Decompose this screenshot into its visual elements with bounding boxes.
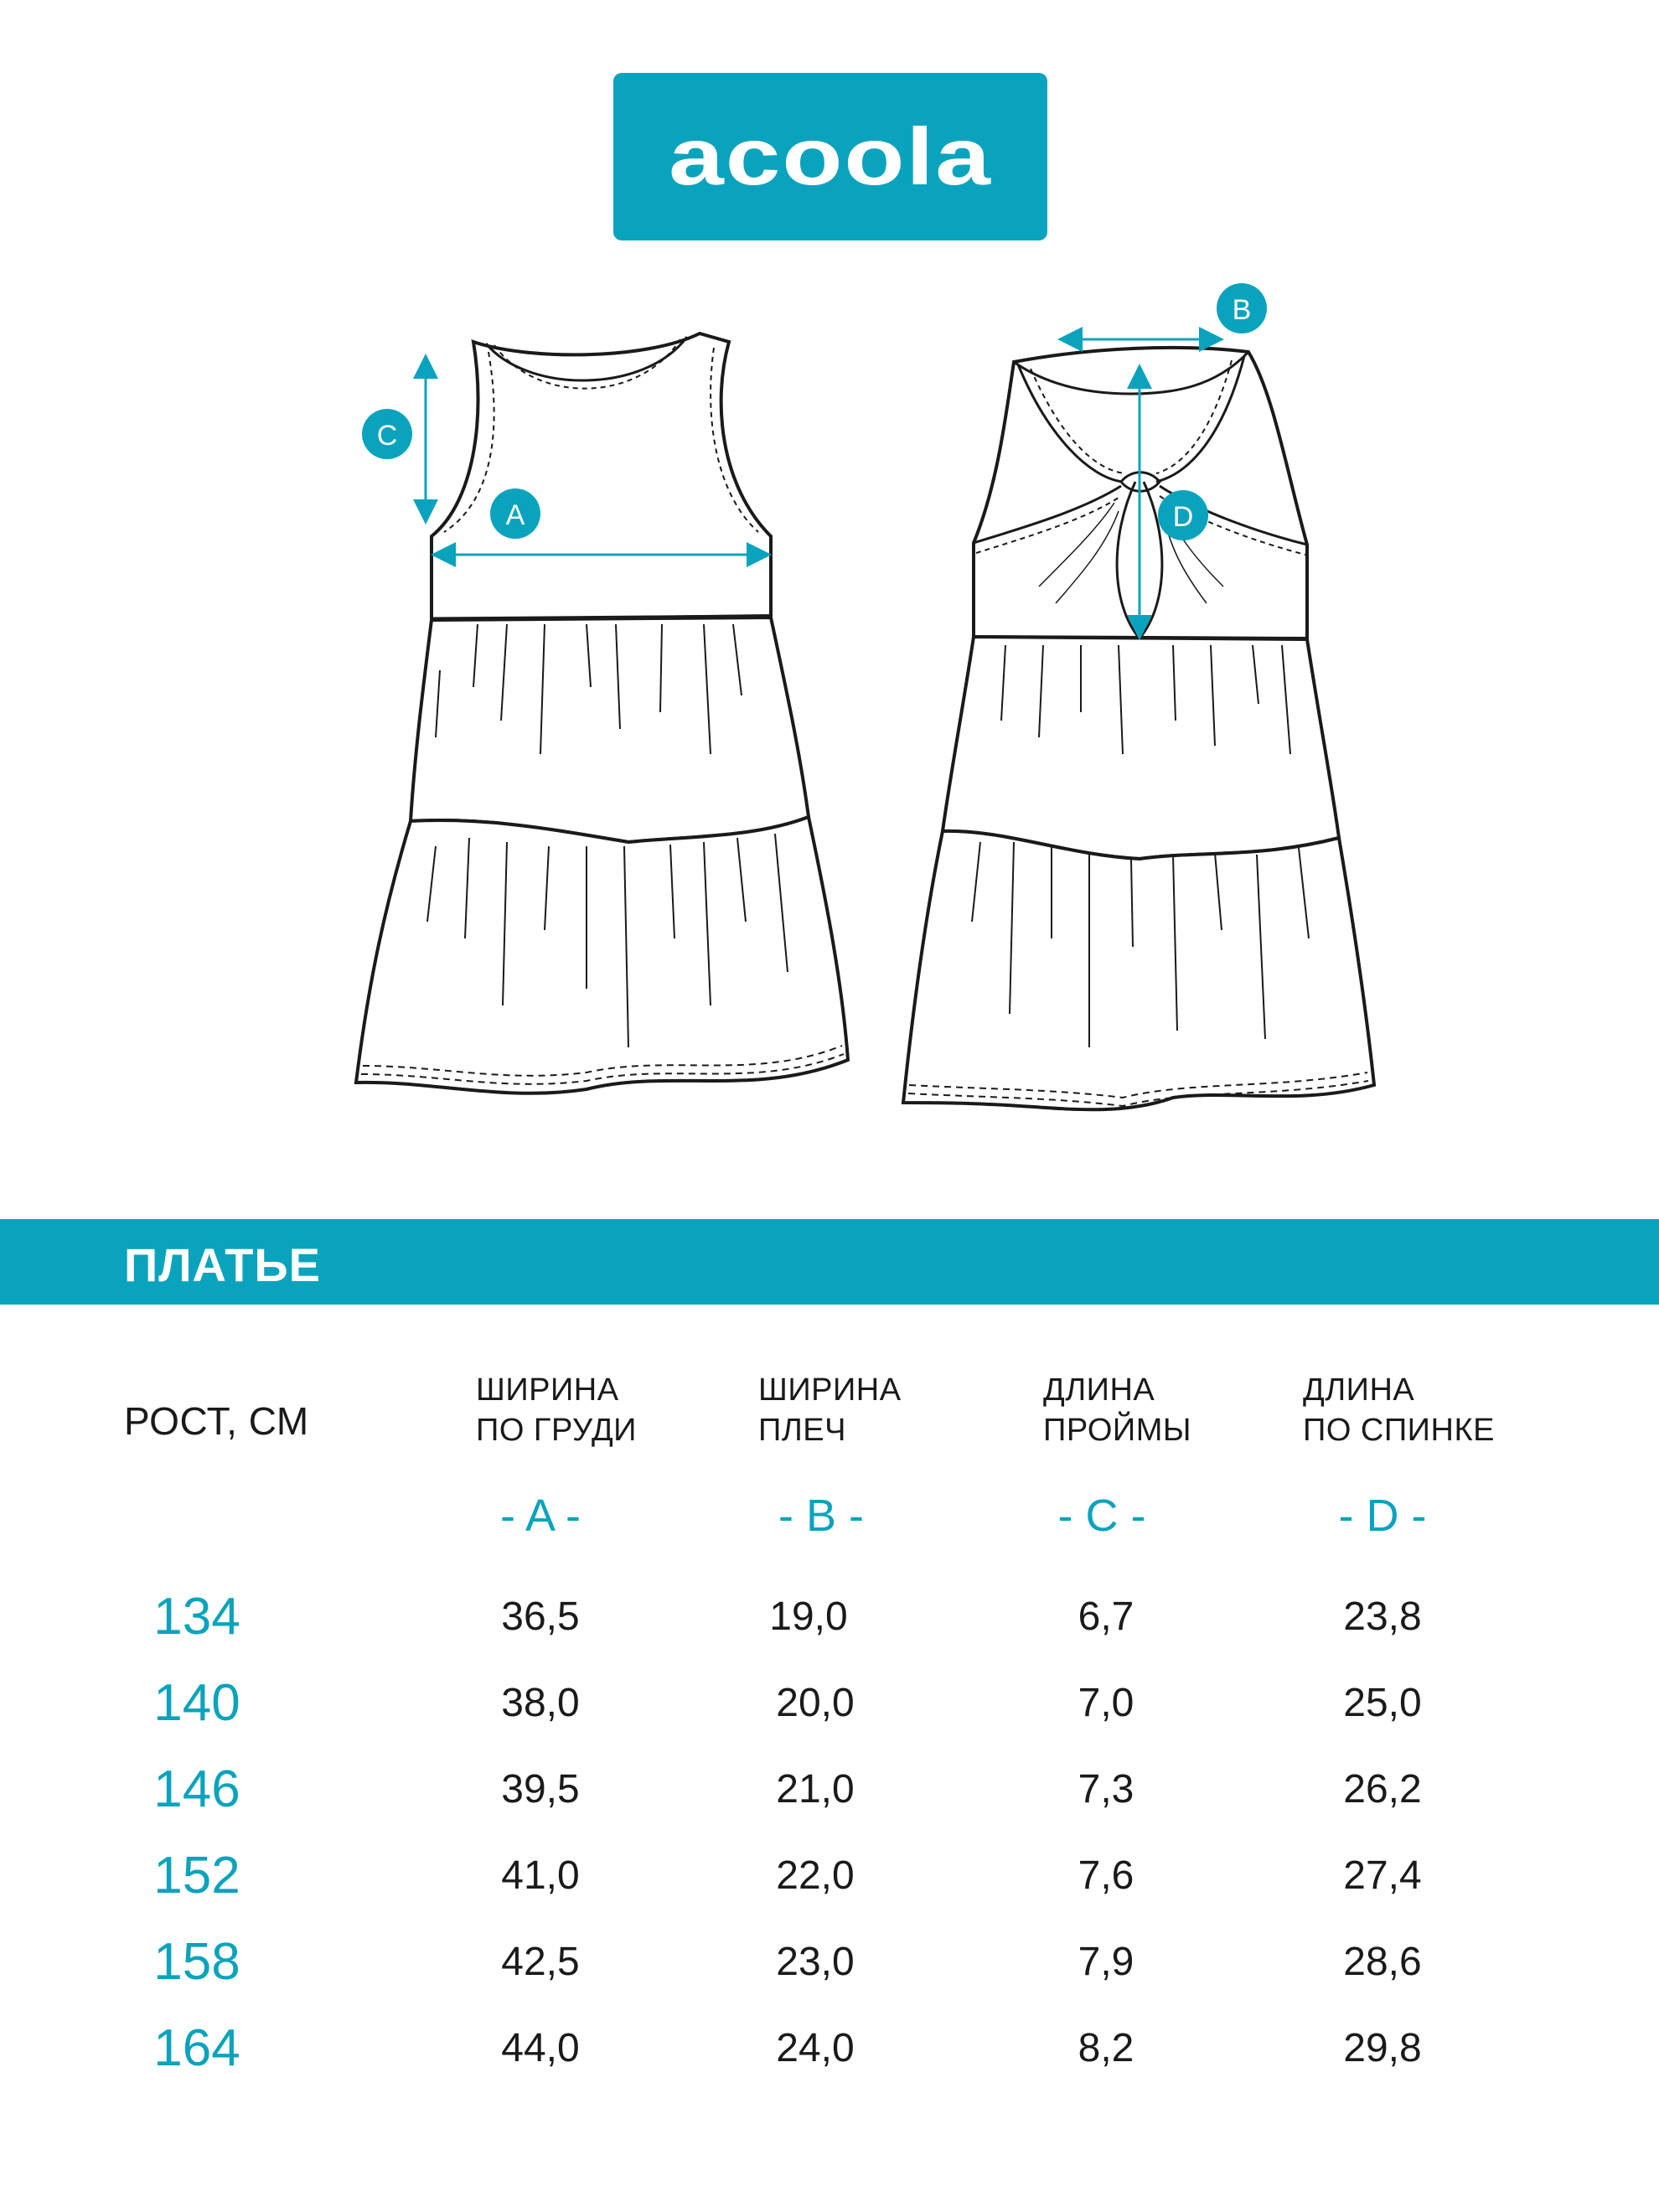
product-title: ПЛАТЬЕ [124, 1238, 322, 1291]
height-value: 158 [153, 1933, 240, 1991]
height-value: 152 [153, 1847, 240, 1904]
column-letter-b: - B - [778, 1491, 864, 1541]
product-title-banner [0, 1219, 1659, 1305]
chest-width-value: 36,5 [501, 1594, 580, 1639]
back-length-value: 23,8 [1343, 1594, 1422, 1639]
column-header-d-line2: ПО СПИНКЕ [1303, 1413, 1495, 1448]
marker-c-badge [362, 409, 412, 459]
back-length-value: 29,8 [1343, 2026, 1422, 2070]
armhole-length-value: 7,9 [1078, 1940, 1134, 1984]
marker-a-badge [490, 488, 540, 539]
armhole-length-value: 7,6 [1078, 1853, 1134, 1898]
column-letter-a: - A - [499, 1491, 581, 1541]
armhole-length-value: 6,7 [1078, 1594, 1134, 1639]
table-row [0, 1662, 1659, 1745]
table-row [0, 1920, 1659, 2004]
column-header-c [1043, 1370, 1295, 1450]
back-length-value: 28,6 [1343, 1940, 1422, 1984]
column-header-c-line2: ПРОЙМЫ [1043, 1413, 1191, 1448]
marker-a-label: A [505, 499, 525, 531]
table-row [0, 1834, 1659, 1918]
column-letter-c: - C - [1057, 1491, 1146, 1541]
armhole-length-value: 7,0 [1078, 1681, 1134, 1725]
column-header-a [476, 1370, 727, 1450]
column-header-d [1303, 1370, 1554, 1450]
table-row [0, 1575, 1659, 1659]
shoulder-width-value: 23,0 [776, 1940, 855, 1984]
marker-d-label: D [1172, 501, 1194, 533]
shoulder-width-value: 21,0 [776, 1767, 855, 1811]
column-letter-d: - D - [1338, 1491, 1427, 1541]
column-header-c-line1: ДЛИНА [1043, 1372, 1155, 1408]
column-header-b [758, 1370, 1010, 1450]
chest-width-value: 39,5 [501, 1767, 580, 1811]
dress-front-view [356, 333, 848, 1093]
chest-width-value: 38,0 [501, 1681, 580, 1725]
marker-c-label: C [376, 420, 398, 452]
shoulder-width-value: 20,0 [776, 1681, 855, 1725]
height-value: 140 [153, 1674, 240, 1732]
back-length-value: 25,0 [1343, 1681, 1422, 1725]
height-column-header: РОСТ, СМ [124, 1399, 309, 1443]
column-header-a-line1: ШИРИНА [476, 1372, 619, 1408]
column-header-b-line2: ПЛЕЧ [758, 1413, 846, 1448]
dress-technical-sketch [0, 276, 1659, 1156]
logo-text: acoola [669, 111, 992, 203]
marker-d-badge [1158, 490, 1208, 540]
armhole-length-value: 8,2 [1078, 2026, 1134, 2070]
marker-b-badge [1217, 283, 1267, 333]
column-header-d-line1: ДЛИНА [1303, 1372, 1415, 1408]
chest-width-value: 44,0 [501, 2026, 580, 2070]
chest-width-value: 41,0 [501, 1853, 580, 1898]
back-length-value: 26,2 [1343, 1767, 1422, 1811]
shoulder-width-value: 19,0 [769, 1594, 848, 1639]
column-header-b-line1: ШИРИНА [758, 1372, 902, 1408]
table-row [0, 2007, 1659, 2091]
height-value: 134 [153, 1588, 240, 1646]
column-header-a-line2: ПО ГРУДИ [476, 1413, 637, 1448]
shoulder-width-value: 24,0 [776, 2026, 855, 2070]
shoulder-width-value: 22,0 [776, 1853, 855, 1898]
armhole-length-value: 7,3 [1078, 1767, 1134, 1811]
table-row [0, 1748, 1659, 1832]
height-value: 164 [153, 2019, 240, 2077]
marker-b-label: B [1232, 294, 1252, 326]
brand-logo [613, 73, 1047, 240]
chest-width-value: 42,5 [501, 1940, 580, 1984]
height-value: 146 [153, 1760, 240, 1818]
back-length-value: 27,4 [1343, 1853, 1422, 1898]
